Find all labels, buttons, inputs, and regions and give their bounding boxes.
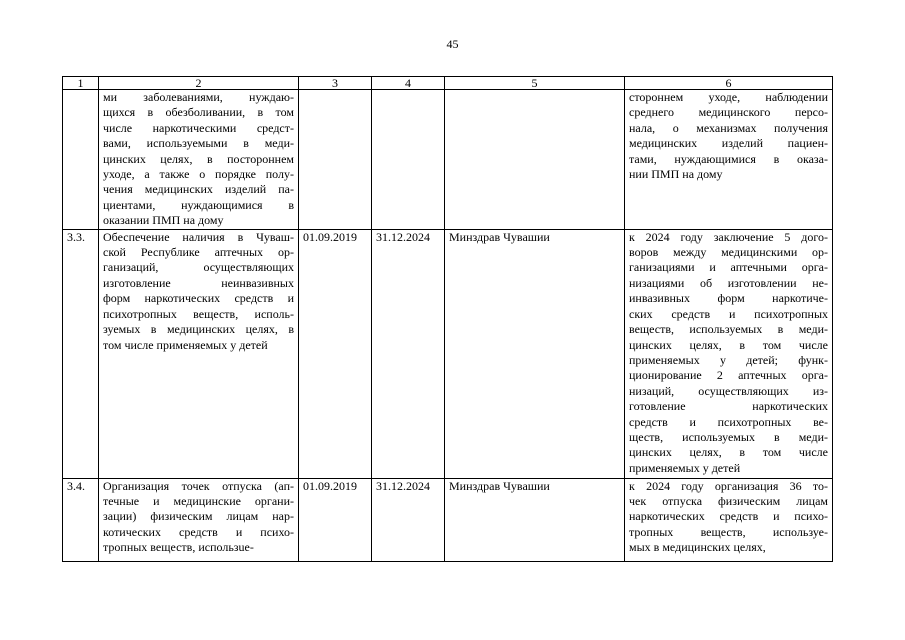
cell-expected-result	[625, 90, 833, 230]
text-line: психотропных веществ, исполь-	[103, 306, 294, 321]
text-line: чек отпуска физическим лицам	[629, 494, 828, 509]
text-line: воров между медицинскими ор-	[629, 245, 828, 260]
text-line: Организация точек отпуска (ап-	[103, 478, 294, 493]
text-line: оказании ПМП на дому	[103, 213, 224, 228]
text-line: медицинских изделий пациен-	[629, 136, 828, 151]
text-line: среднего медицинского персо-	[629, 105, 828, 120]
cell-measure-name	[99, 229, 299, 478]
text-line: ганизациями и аптечными орга-	[629, 260, 828, 275]
header-col-1: 1	[63, 77, 99, 90]
text-line: средств и психотропных ве-	[629, 414, 828, 429]
header-col-4: 4	[372, 77, 445, 90]
text-line: готовление наркотических	[629, 399, 828, 414]
text-line: низаций, осуществляющих из-	[629, 383, 828, 398]
cell-end-date: 31.12.2024	[372, 229, 445, 478]
text-line: течные и медицинские органи-	[103, 494, 294, 509]
text-line: мых в медицинских целях,	[629, 540, 766, 555]
text-line: ществ, используемых в меди-	[629, 429, 828, 444]
cell-measure-name	[99, 478, 299, 561]
text-line: тропных веществ, использue-	[103, 540, 254, 555]
cell-executor	[445, 90, 625, 230]
header-col-3: 3	[299, 77, 372, 90]
cell-start-date	[299, 90, 372, 230]
table-row	[63, 229, 833, 478]
text-line: применяемых у детей	[629, 460, 741, 475]
cell-end-date: 31.12.2024	[372, 478, 445, 561]
text-line: котических средств и психо-	[103, 524, 294, 539]
cell-expected-result	[625, 478, 833, 561]
text-line: уходе, а также о порядке полу-	[103, 167, 294, 182]
page-number: 45	[446, 37, 459, 51]
header-col-5: 5	[445, 77, 625, 90]
table-row	[63, 90, 833, 230]
cell-item-number: 3.4.	[63, 478, 99, 561]
text-line: зации) физическим лицам нар-	[103, 509, 294, 524]
text-line: к 2024 году заключение 5 дого-	[629, 229, 828, 244]
cell-item-number	[63, 90, 99, 230]
text-line: вами, используемыми в меди-	[103, 136, 294, 151]
text-line: форм наркотических средств и	[103, 291, 294, 306]
text-line: том числе применяемых у детей	[103, 337, 268, 352]
text-line: нии ПМП на дому	[629, 167, 723, 182]
text-line: цинских целях, в том числе	[629, 445, 828, 460]
text-line: ской Республике аптечных ор-	[103, 245, 294, 260]
text-line: к 2024 году организация 36 то-	[629, 478, 828, 493]
text-line: нала, о механизмах получения	[629, 120, 828, 135]
table-row	[63, 478, 833, 561]
cell-start-date: 01.09.2019	[299, 229, 372, 478]
cell-measure-name	[99, 90, 299, 230]
measures-table	[62, 76, 833, 562]
table-header-row	[63, 77, 833, 90]
text-line: тами, нуждающимися в оказа-	[629, 151, 828, 166]
text-line: ционирование 2 аптечных орга-	[629, 368, 828, 383]
cell-expected-result	[625, 229, 833, 478]
cell-executor: Минздрав Чувашии	[445, 478, 625, 561]
text-line: применяемых у детей; функ-	[629, 352, 828, 367]
text-line: тропных веществ, используе-	[629, 524, 828, 539]
text-line: наркотических средств и психо-	[629, 509, 828, 524]
text-line: веществ, используемых в меди-	[629, 322, 828, 337]
text-line: Обеспечение наличия в Чуваш-	[103, 229, 294, 244]
text-line: изготовление неинвазивных	[103, 275, 294, 290]
text-line: циентами, нуждающимися в	[103, 197, 294, 212]
text-line: чения медицинских изделий па-	[103, 182, 294, 197]
header-col-2: 2	[99, 77, 299, 90]
text-line: стороннем уходе, наблюдении	[629, 90, 828, 104]
text-line: цинских целях, в том числе	[629, 337, 828, 352]
text-line: инвазивных форм наркотиче-	[629, 291, 828, 306]
text-line: зуемых в медицинских целях, в	[103, 322, 294, 337]
cell-executor: Минздрав Чувашии	[445, 229, 625, 478]
cell-end-date	[372, 90, 445, 230]
text-line: цинских целях, в постороннем	[103, 151, 294, 166]
text-line: щихся в обезболивании, в том	[103, 105, 294, 120]
text-line: низациями об изготовлении не-	[629, 275, 828, 290]
text-line: ганизаций, осуществляющих	[103, 260, 294, 275]
header-col-6: 6	[625, 77, 833, 90]
text-line: числе наркотическими средст-	[103, 120, 294, 135]
cell-item-number: 3.3.	[63, 229, 99, 478]
text-line: ских средств и психотропных	[629, 306, 828, 321]
text-line: ми заболеваниями, нуждаю-	[103, 90, 294, 104]
cell-start-date: 01.09.2019	[299, 478, 372, 561]
